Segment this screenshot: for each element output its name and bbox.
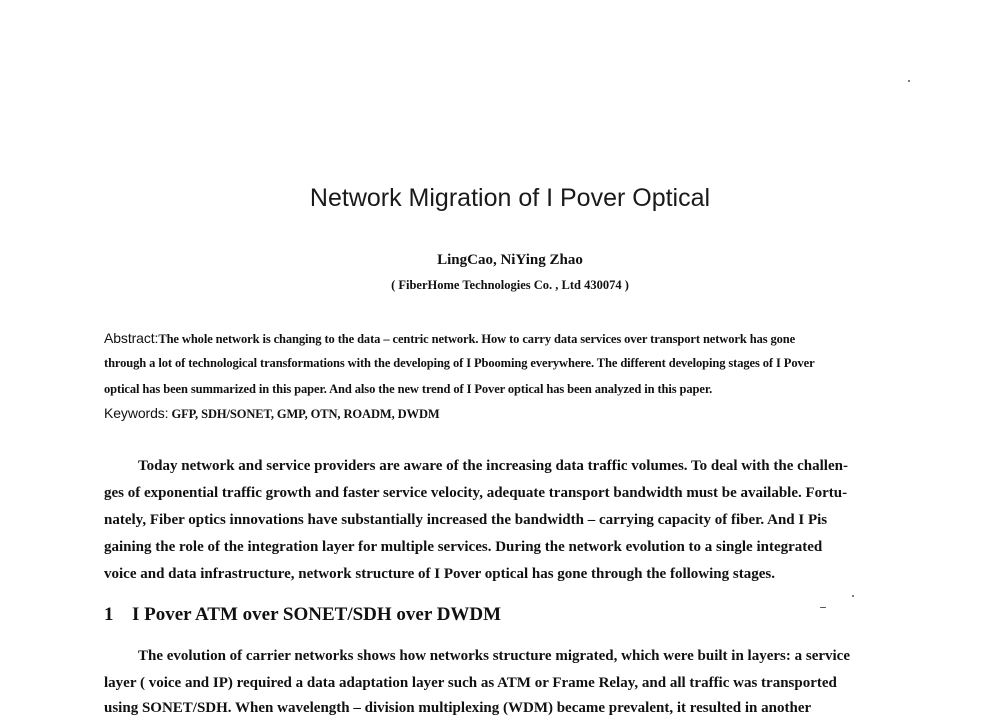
abstract-label: Abstract: <box>104 330 159 346</box>
section-number: 1 <box>104 604 114 625</box>
intro-line: voice and data infrastructure, network structure of I Pover optical has gone through the following stages. <box>104 566 775 582</box>
keywords-label: Keywords: <box>104 405 169 421</box>
abstract-line: through a lot of technological transformations with the developing of I Pbooming everywhere. The different developing stages of I Pover <box>104 356 815 370</box>
abstract-text: The whole network is changing to the data – centric network. How to carry data services over transport network has gone <box>158 332 796 346</box>
paper-title: Network Migration of I Pover Optical <box>309 184 711 212</box>
intro-line: ges of exponential traffic growth and faster service velocity, adequate transport bandwidth must be available. Fortu- <box>104 485 848 501</box>
section-heading <box>104 604 501 626</box>
scan-speck <box>820 607 826 608</box>
scan-speck <box>908 80 910 82</box>
section-line: using SONET/SDH. When wavelength – division multiplexing (WDM) became prevalent, it resulted in another <box>104 700 812 716</box>
scan-speck <box>852 595 854 597</box>
section-line: The evolution of carrier networks shows how networks structure migrated, which were built in layers: a service <box>138 648 851 664</box>
keywords-text: GFP, SDH/SONET, GMP, OTN, ROADM, DWDM <box>168 407 440 421</box>
intro-line: nately, Fiber optics innovations have substantially increased the bandwidth – carrying capacity of fiber. And I Pis <box>104 512 828 528</box>
intro-line: Today network and service providers are aware of the increasing data traffic volumes. To deal with the challen- <box>138 458 848 474</box>
affiliation: ( FiberHome Technologies Co. , Ltd 430074 ) <box>391 278 629 292</box>
intro-line: gaining the role of the integration layer for multiple services. During the network evolution to a single integrated <box>104 539 823 555</box>
section-line: layer ( voice and IP) required a data adaptation layer such as ATM or Frame Relay, and all traffic was transported <box>104 675 837 691</box>
keywords-line <box>104 405 916 422</box>
abstract-line: optical has been summarized in this paper. And also the new trend of I Pover optical has been analyzed in this paper. <box>104 382 713 396</box>
abstract-line <box>104 330 916 347</box>
section-title: I Pover ATM over SONET/SDH over DWDM <box>132 604 502 625</box>
authors: LingCao, NiYing Zhao <box>437 252 583 268</box>
